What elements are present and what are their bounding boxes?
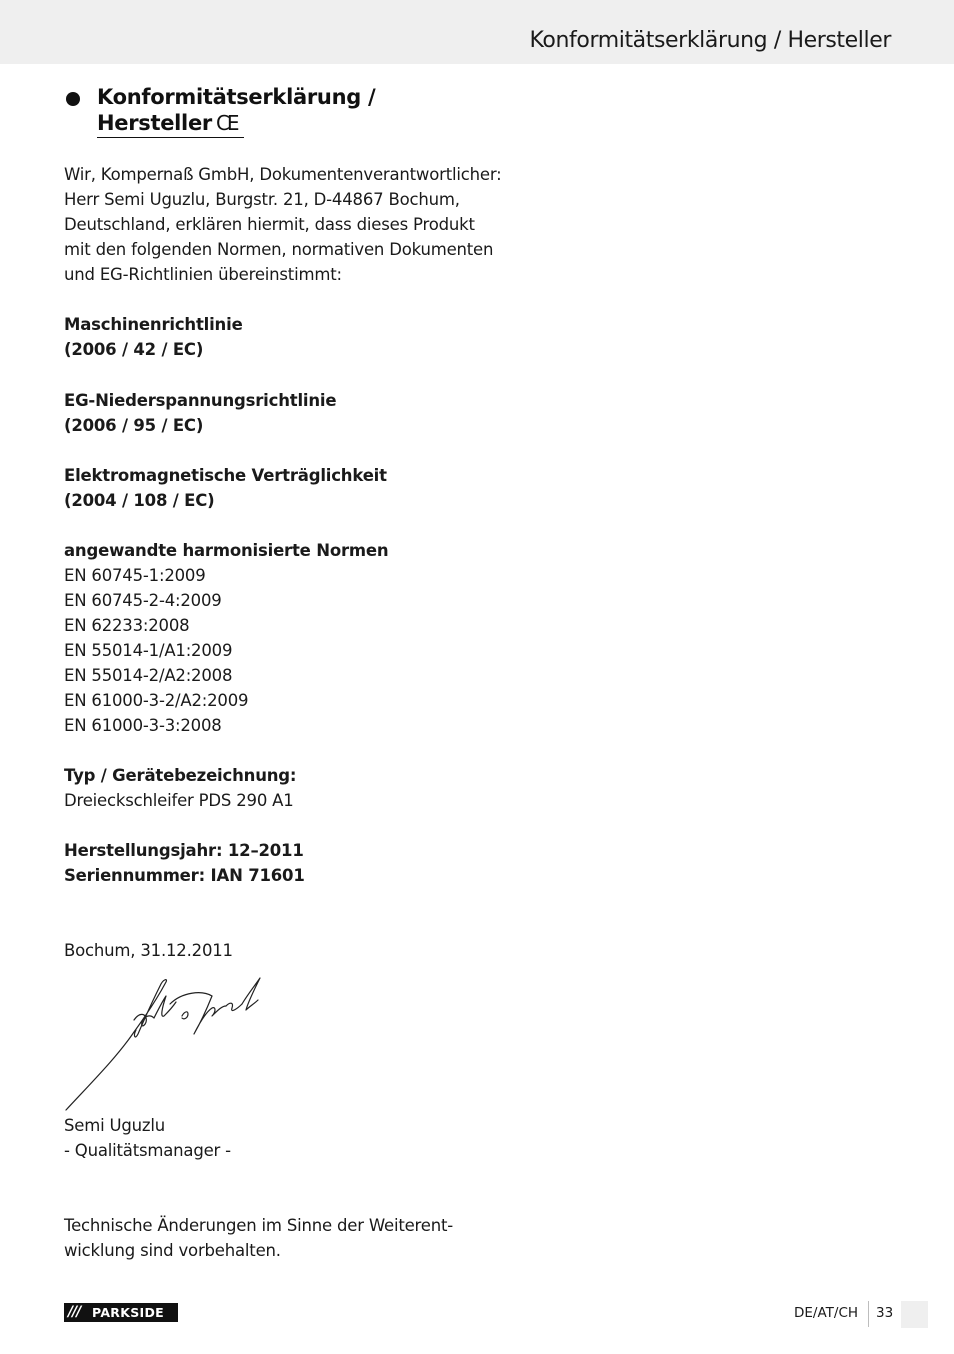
standard-item: EN 60745-1:2009 <box>64 566 206 585</box>
signer-name: Semi Uguzlu <box>64 1116 166 1135</box>
intro-line: und EG-Richtlinien übereinstimmt: <box>64 265 342 284</box>
directive-title: Maschinenrichtlinie <box>64 315 243 334</box>
intro-line: Deutschland, erklären hiermit, dass dieses Produkt <box>64 215 475 234</box>
production-year: Herstellungsjahr: 12–2011 <box>64 841 304 860</box>
type-label: Typ / Gerätebezeichnung: <box>64 766 297 785</box>
page-header <box>0 0 954 64</box>
page-number: 33 <box>876 1305 894 1321</box>
standard-item: EN 55014-1/A1:2009 <box>64 641 233 660</box>
directive-title: EG-Niederspannungsrichtlinie <box>64 391 337 410</box>
page-title: Konformitätserklärung / Hersteller <box>529 28 891 53</box>
intro-line: Wir, Kompernaß GmbH, Dokumentenverantwortlicher: <box>64 165 502 184</box>
low-voltage-directive <box>64 388 336 438</box>
standard-item: EN 62233:2008 <box>64 616 190 635</box>
note-line: Technische Änderungen im Sinne der Weiterent- <box>64 1216 453 1235</box>
serial-number: Seriennummer: IAN 71601 <box>64 866 305 885</box>
standards-title: angewandte harmonisierte Normen <box>64 541 389 560</box>
place-date: Bochum, 31.12.2011 <box>64 941 233 960</box>
standards-block <box>64 538 388 738</box>
standard-item: EN 60745-2-4:2009 <box>64 591 222 610</box>
parkside-logo <box>64 1303 178 1322</box>
ce-mark-icon: CE <box>215 111 237 135</box>
signer-role: - Qualitätsmanager - <box>64 1141 231 1160</box>
standard-item: EN 61000-3-3:2008 <box>64 716 222 735</box>
section-heading-line-1: Konformitätserklärung / <box>97 85 376 109</box>
note-line: wicklung sind vorbehalten. <box>64 1241 281 1260</box>
signature-image <box>62 972 267 1117</box>
directive-code: (2006 / 95 / EC) <box>64 416 204 435</box>
directive-title: Elektromagnetische Verträglichkeit <box>64 466 387 485</box>
heading-underline <box>97 137 244 138</box>
page-tab <box>901 1301 928 1328</box>
section-heading-line-2 <box>97 110 375 136</box>
section-heading <box>97 84 375 136</box>
country-codes: DE/AT/CH <box>794 1305 859 1321</box>
technical-note <box>64 1213 453 1263</box>
type-value: Dreieckschleifer PDS 290 A1 <box>64 791 294 810</box>
machinery-directive <box>64 312 243 362</box>
emc-directive <box>64 463 387 513</box>
standard-item: EN 55014-2/A2:2008 <box>64 666 233 685</box>
directive-code: (2004 / 108 / EC) <box>64 491 215 510</box>
directive-code: (2006 / 42 / EC) <box>64 340 204 359</box>
standard-item: EN 61000-3-2/A2:2009 <box>64 691 249 710</box>
footer-divider <box>868 1301 869 1327</box>
logo-slashes: /// <box>68 1304 81 1320</box>
logo-brand: PARKSIDE <box>92 1305 164 1320</box>
intro-line: Herr Semi Uguzlu, Burgstr. 21, D-44867 Bochum, <box>64 190 460 209</box>
intro-line: mit den folgenden Normen, normativen Dokumenten <box>64 240 494 259</box>
product-type <box>64 763 296 813</box>
signer-block <box>64 1113 231 1163</box>
production-info <box>64 838 305 888</box>
bullet-icon <box>66 92 80 106</box>
section-heading-text: Hersteller <box>97 111 212 135</box>
intro-paragraph <box>64 162 501 287</box>
